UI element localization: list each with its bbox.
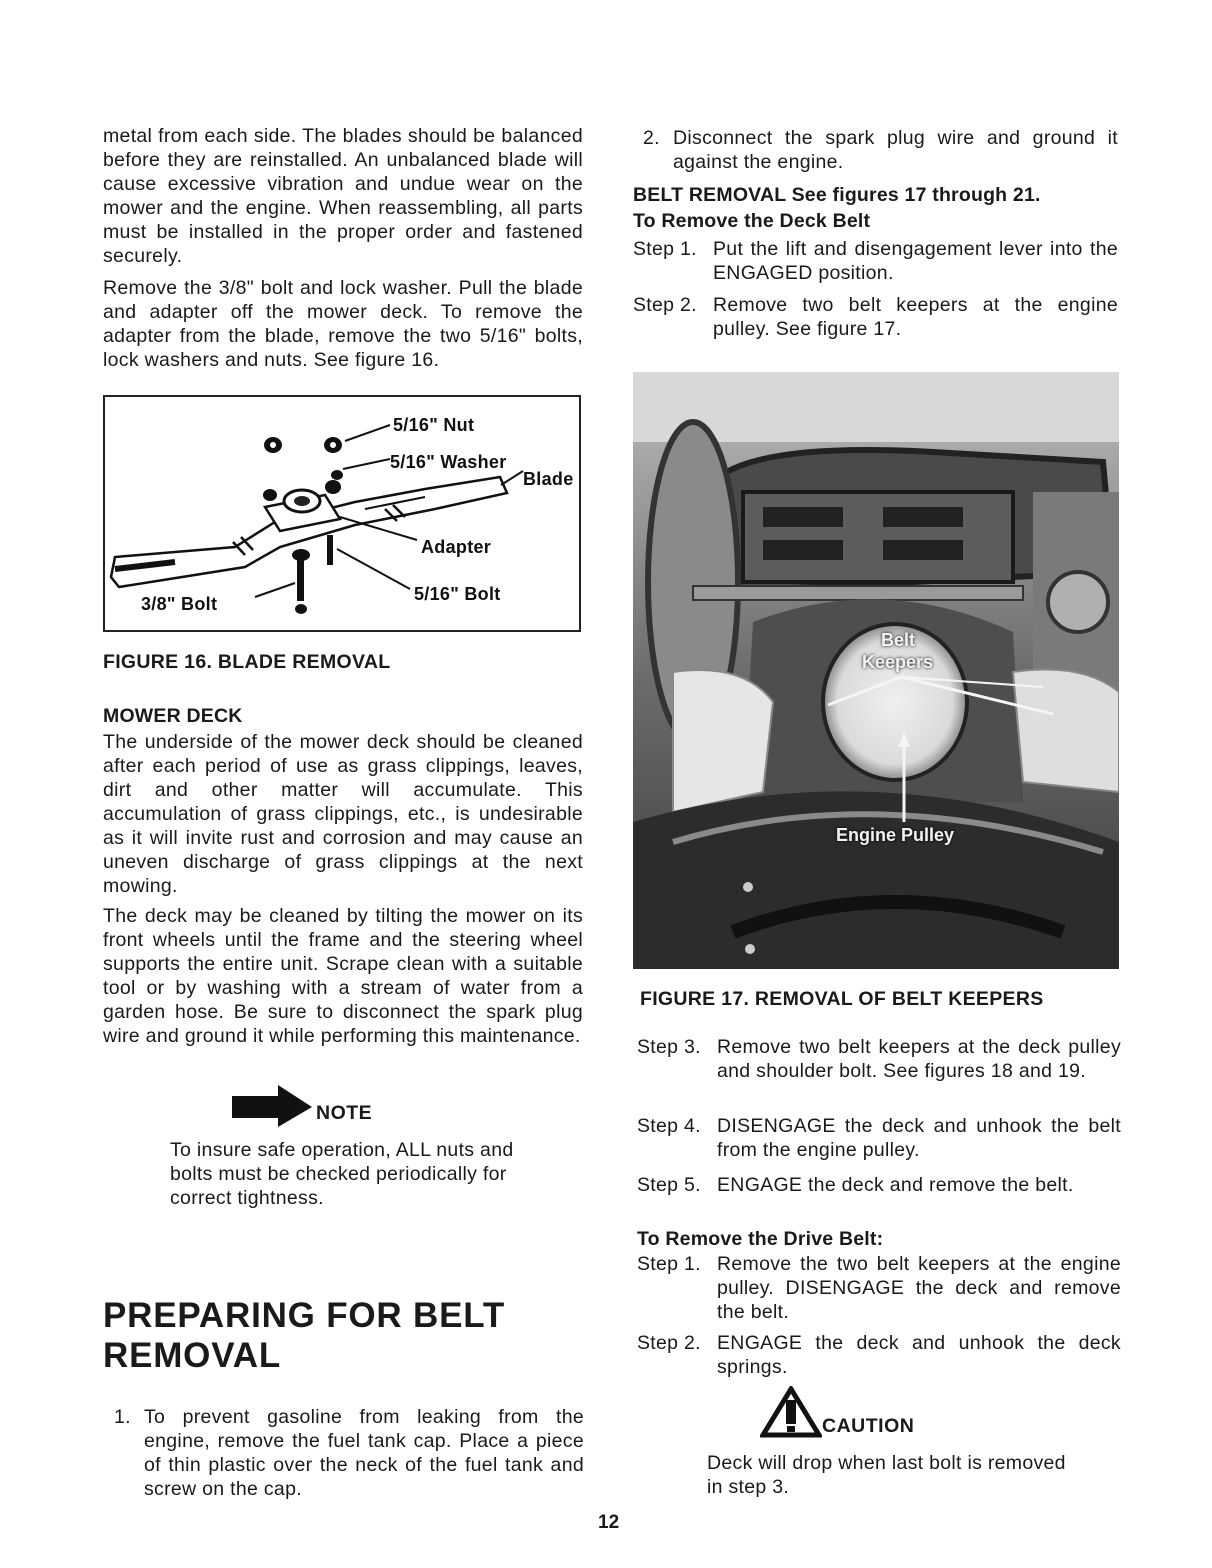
figure-16-blade-diagram — [103, 395, 581, 632]
figure-16-caption: FIGURE 16. BLADE REMOVAL — [103, 651, 391, 673]
arrow-right-icon — [232, 1083, 312, 1128]
preparing-item-2 — [643, 126, 1118, 174]
deck-belt-step-1 — [633, 237, 1118, 285]
deck-belt-step-2 — [633, 293, 1118, 341]
step-text: Remove two belt keepers at the deck pulley and shoulder bolt. See figures 18 and 19. — [717, 1036, 1121, 1082]
drive-belt-step-1 — [637, 1252, 1121, 1324]
step-text: Remove two belt keepers at the engine pulley. See figure 17. — [713, 294, 1118, 340]
label-516-bolt: 5/16" Bolt — [414, 584, 501, 604]
note-callout-header — [232, 1083, 382, 1128]
label-keepers: Keepers — [862, 652, 934, 672]
deck-belt-step-4 — [637, 1114, 1121, 1162]
step-label: Step 4. — [637, 1115, 701, 1137]
figure-17-caption: FIGURE 17. REMOVAL OF BELT KEEPERS — [640, 988, 1044, 1010]
caution-text: Deck will drop when last bolt is removed in step 3. — [707, 1452, 1066, 1498]
deck-belt-step-5 — [637, 1173, 1121, 1197]
page-number: 12 — [598, 1512, 620, 1533]
label-adapter: Adapter — [421, 537, 492, 557]
step-label: Step 2. — [637, 1332, 701, 1354]
belt-removal-heading: BELT REMOVAL See figures 17 through 21. — [633, 184, 1041, 206]
mower-deck-paragraph-1: The underside of the mower deck should be cleaned after each period of use as grass clippings, leaves, dirt and other matter will accumulate. This accumulation of grass clippings, etc., is undesirable as it will invite rust and corrosion and may cause an uneven discharge of grass clippings at the next mowing. — [103, 731, 583, 897]
preparing-item-1 — [114, 1405, 584, 1501]
note-title: NOTE — [316, 1102, 373, 1124]
remove-blade-paragraph: Remove the 3/8" bolt and lock washer. Pull the blade and adapter off the mower deck. To remove the adapter from the blade, remove the two 5/16" bolts, lock washers and nuts. See figure 16. — [103, 277, 583, 371]
step-label: Step 5. — [637, 1174, 701, 1196]
label-blade: Blade — [523, 469, 574, 489]
step-text: DISENGAGE the deck and unhook the belt from the engine pulley. — [717, 1115, 1121, 1161]
step-text: Put the lift and disengagement lever into the ENGAGED position. — [713, 238, 1118, 284]
preparing-title-line-1: PREPARING FOR BELT — [103, 1296, 505, 1335]
drive-belt-step-2 — [637, 1331, 1121, 1379]
deck-belt-step-3 — [637, 1035, 1121, 1083]
item-text: To prevent gasoline from leaking from the engine, remove the fuel tank cap. Place a piece of thin plastic over the neck of the fuel tank and screw on the cap. — [144, 1406, 584, 1500]
label-38-bolt: 3/8" Bolt — [141, 594, 218, 614]
caution-callout-header — [760, 1386, 960, 1438]
note-text: To insure safe operation, ALL nuts and bolts must be checked periodically for correct tightness. — [170, 1139, 514, 1209]
drive-belt-heading: To Remove the Drive Belt: — [637, 1228, 884, 1250]
deck-belt-heading: To Remove the Deck Belt — [633, 210, 871, 232]
item-number: 1. — [114, 1406, 131, 1428]
figure-17-photo — [633, 372, 1119, 969]
step-text: Remove the two belt keepers at the engine pulley. DISENGAGE the deck and remove the belt. — [717, 1253, 1121, 1323]
step-text: ENGAGE the deck and remove the belt. — [717, 1174, 1074, 1196]
mower-deck-heading: MOWER DECK — [103, 705, 243, 727]
item-number: 2. — [643, 127, 660, 149]
preparing-title-line-2: REMOVAL — [103, 1336, 282, 1375]
label-516-washer: 5/16" Washer — [390, 452, 507, 472]
label-belt: Belt — [881, 630, 916, 650]
caution-title: CAUTION — [822, 1415, 915, 1437]
intro-paragraph: metal from each side. The blades should be balanced before they are reinstalled. An unbalanced blade will cause excessive vibration and undue wear on the mower and the engine. When reassembling, all parts must be installed in the proper order and fastened securely. — [103, 125, 583, 267]
warning-triangle-icon — [760, 1386, 822, 1438]
step-label: Step 1. — [633, 238, 697, 260]
label-516-nut: 5/16" Nut — [393, 415, 475, 435]
label-engine-pulley: Engine Pulley — [836, 825, 955, 845]
step-label: Step 1. — [637, 1253, 701, 1275]
step-label: Step 3. — [637, 1036, 701, 1058]
preparing-section-title — [103, 1296, 583, 1376]
mower-deck-paragraph-2: The deck may be cleaned by tilting the mower on its front wheels until the frame and the steering wheel supports the entire unit. Scrape clean with a suitable tool or by washing with a stream of water from a garden hose. Be sure to disconnect the spark plug wire and ground it while performing this maintenance. — [103, 905, 583, 1047]
step-label: Step 2. — [633, 294, 697, 316]
step-text: ENGAGE the deck and unhook the deck springs. — [717, 1332, 1121, 1378]
item-text: Disconnect the spark plug wire and ground it against the engine. — [673, 127, 1118, 173]
